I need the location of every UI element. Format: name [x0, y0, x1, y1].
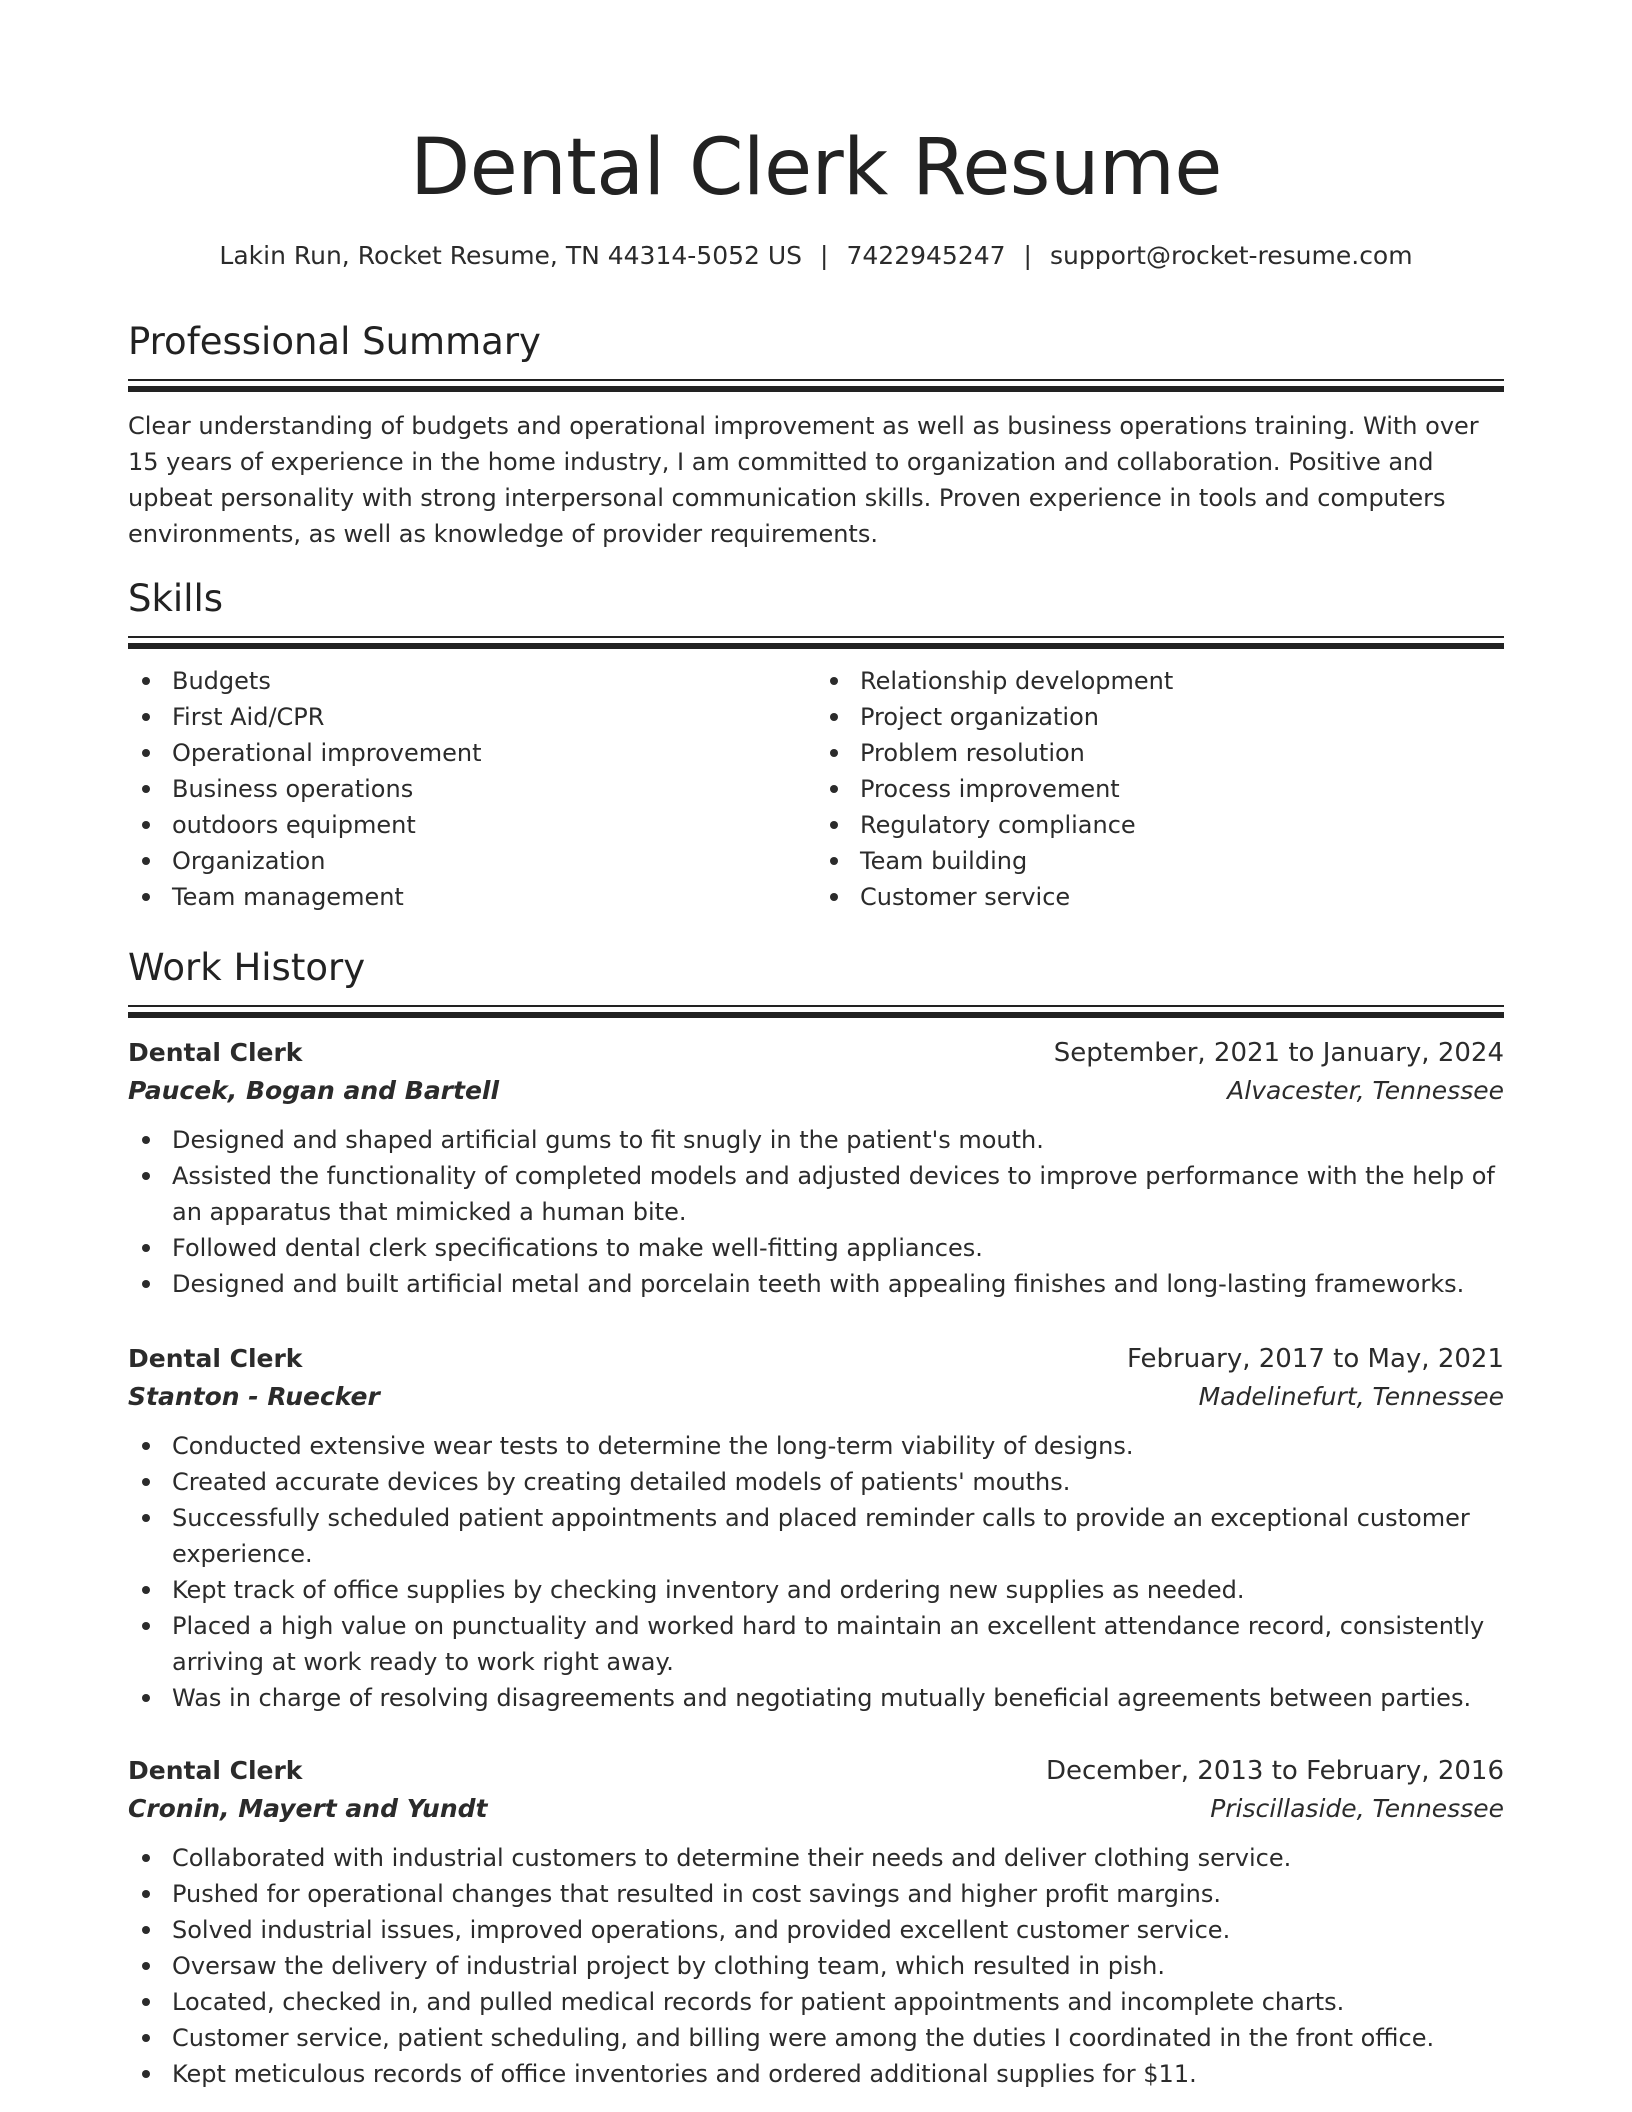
job-duty-item: Located, checked in, and pulled medical records for patient appointments and incomplete charts. [172, 1984, 1504, 2020]
skill-item: Organization [172, 843, 816, 879]
skills-column-left [128, 663, 816, 915]
job-duty-item: Customer service, patient scheduling, and billing were among the duties I coordinated in the front office. [172, 2020, 1504, 2056]
job-duty-item: Kept track of office supplies by checking inventory and ordering new supplies as needed. [172, 1572, 1504, 1608]
skill-item: Team management [172, 879, 816, 915]
job-dates: February, 2017 to May, 2021 [1127, 1344, 1504, 1374]
work-history-section [128, 943, 1504, 1018]
skills-column-right [816, 663, 1504, 915]
skill-item: Relationship development [860, 663, 1504, 699]
job-header-row [128, 1752, 1504, 1790]
skill-item: Team building [860, 843, 1504, 879]
job-duty-item: Designed and built artificial metal and porcelain teeth with appealing finishes and long-lasting frameworks. [172, 1266, 1504, 1302]
summary-heading: Professional Summary [128, 320, 541, 363]
section-divider [128, 636, 1504, 638]
job-company: Stanton - Ruecker [128, 1382, 380, 1411]
section-divider-thick [128, 386, 1504, 392]
contact-separator: | [1023, 241, 1032, 270]
contact-email: support@rocket-resume.com [1049, 241, 1413, 270]
skill-item: Regulatory compliance [860, 807, 1504, 843]
job-entry [128, 1752, 1504, 2092]
skills-list [128, 663, 1504, 915]
job-duty-item: Was in charge of resolving disagreements and negotiating mutually beneficial agreements between parties. [172, 1680, 1504, 1716]
job-location: Priscillaside, Tennessee [1210, 1794, 1504, 1823]
skills-heading: Skills [128, 577, 224, 620]
section-divider-thick [128, 1012, 1504, 1018]
job-duty-item: Followed dental clerk specifications to make well-fitting appliances. [172, 1230, 1504, 1266]
skill-item: Project organization [860, 699, 1504, 735]
job-duty-item: Oversaw the delivery of industrial project by clothing team, which resulted in pish. [172, 1948, 1504, 1984]
section-divider [128, 379, 1504, 381]
job-title: Dental Clerk [128, 1756, 303, 1785]
job-duty-item: Created accurate devices by creating detailed models of patients' mouths. [172, 1464, 1504, 1500]
job-duties [128, 1840, 1504, 2092]
section-divider [128, 1005, 1504, 1007]
job-duty-item: Assisted the functionality of completed models and adjusted devices to improve performance with the help of an apparatus that mimicked a human bite. [172, 1158, 1504, 1230]
job-dates: September, 2021 to January, 2024 [1053, 1038, 1504, 1068]
job-company: Paucek, Bogan and Bartell [128, 1076, 500, 1105]
job-title: Dental Clerk [128, 1038, 303, 1067]
summary-text: Clear understanding of budgets and operational improvement as well as business operations training. With over 15 years of experience in the home industry, I am committed to organization and collaboration. Positive and upbeat personality with strong interpersonal communication skills. Proven experience in tools and computers environments, as well as knowledge of provider requirements. [128, 412, 1479, 548]
job-header-row [128, 1340, 1504, 1378]
job-duty-item: Successfully scheduled patient appointments and placed reminder calls to provide an exceptional customer experience. [172, 1500, 1504, 1572]
skill-item: Budgets [172, 663, 816, 699]
skill-item: Problem resolution [860, 735, 1504, 771]
skill-item: Operational improvement [172, 735, 816, 771]
contact-address: Lakin Run, Rocket Resume, TN 44314-5052 US [219, 241, 803, 270]
contact-separator: | [820, 241, 829, 270]
job-duties [128, 1428, 1504, 1716]
job-duty-item: Designed and shaped artificial gums to fit snugly in the patient's mouth. [172, 1122, 1504, 1158]
job-title: Dental Clerk [128, 1344, 303, 1373]
job-duty-item: Pushed for operational changes that resulted in cost savings and higher profit margins. [172, 1876, 1504, 1912]
skill-item: First Aid/CPR [172, 699, 816, 735]
contact-line [128, 238, 1504, 274]
job-header-row [128, 1034, 1504, 1072]
job-company-row [128, 1378, 1504, 1416]
job-dates: December, 2013 to February, 2016 [1045, 1756, 1504, 1786]
job-entry [128, 1340, 1504, 1716]
job-duty-item: Conducted extensive wear tests to determine the long-term viability of designs. [172, 1428, 1504, 1464]
job-duty-item: Solved industrial issues, improved operations, and provided excellent customer service. [172, 1912, 1504, 1948]
page-title: Dental Clerk Resume [410, 123, 1222, 213]
skill-item: outdoors equipment [172, 807, 816, 843]
skill-item: Customer service [860, 879, 1504, 915]
skill-item: Business operations [172, 771, 816, 807]
job-duties [128, 1122, 1504, 1302]
job-duty-item: Placed a high value on punctuality and worked hard to maintain an excellent attendance record, consistently arriving at work ready to work right away. [172, 1608, 1504, 1680]
work-history-heading: Work History [128, 946, 366, 989]
section-divider-thick [128, 643, 1504, 649]
job-entry [128, 1034, 1504, 1302]
skills-section [128, 574, 1504, 915]
job-location: Alvacester, Tennessee [1227, 1076, 1504, 1105]
skill-item: Process improvement [860, 771, 1504, 807]
job-location: Madelinefurt, Tennessee [1198, 1382, 1504, 1411]
job-duty-item: Collaborated with industrial customers to determine their needs and deliver clothing service. [172, 1840, 1504, 1876]
job-duty-item: Kept meticulous records of office inventories and ordered additional supplies for $11. [172, 2056, 1504, 2092]
contact-phone: 7422945247 [846, 241, 1006, 270]
summary-section [128, 317, 1504, 552]
job-company-row [128, 1790, 1504, 1828]
job-company-row [128, 1072, 1504, 1110]
job-company: Cronin, Mayert and Yundt [128, 1794, 488, 1823]
